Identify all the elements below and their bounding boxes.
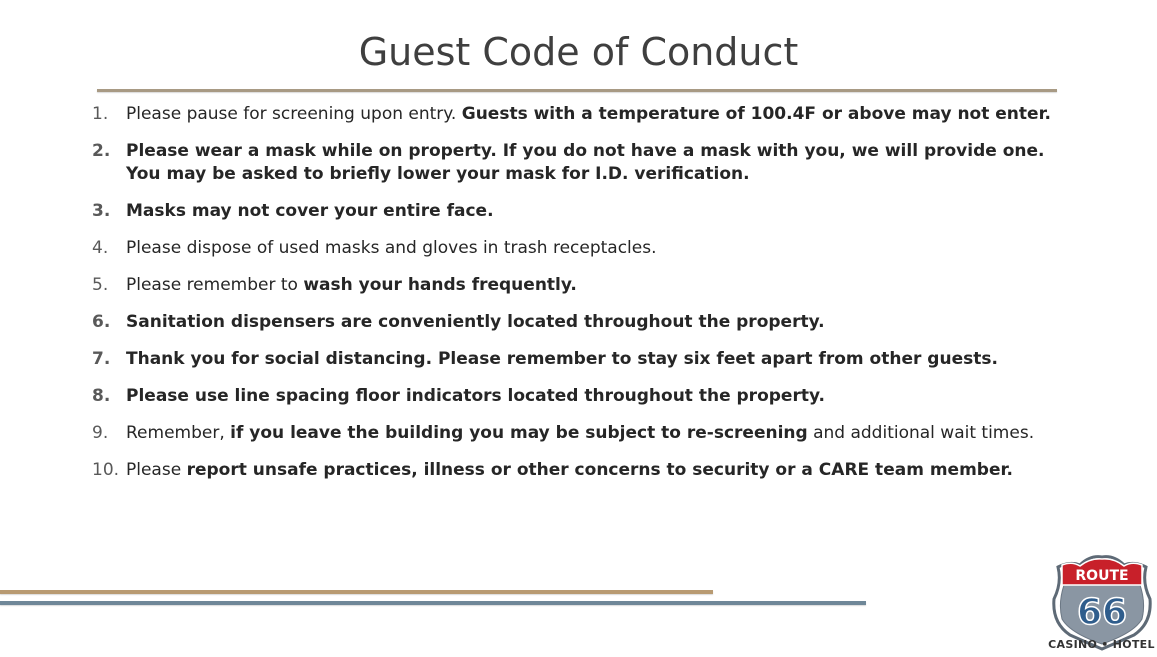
item-text: Please remember to	[126, 275, 304, 295]
item-number: 5.	[92, 275, 109, 295]
conduct-item-5	[92, 274, 1052, 297]
conduct-item-8	[92, 385, 1052, 408]
item-text: Sanitation dispensers are conveniently located throughout the property.	[126, 312, 825, 332]
item-text: Please dispose of used masks and gloves in trash receptacles.	[126, 238, 657, 258]
conduct-item-6	[92, 311, 1052, 334]
footer-rule-tan	[0, 590, 713, 594]
logo-route-text: ROUTE	[1075, 568, 1129, 584]
conduct-item-4	[92, 237, 1052, 260]
item-text: Please pause for screening upon entry.	[126, 104, 462, 124]
item-text: Please use line spacing floor indicators located throughout the property.	[126, 386, 825, 406]
item-number: 2.	[92, 141, 111, 161]
footer-rule-blue	[0, 601, 866, 605]
item-text: if you leave the building you may be subject to re-screening	[230, 423, 808, 443]
item-number: 6.	[92, 312, 111, 332]
conduct-item-3	[92, 200, 1052, 223]
item-text: Please	[126, 460, 187, 480]
route-66-logo	[1050, 553, 1154, 651]
item-number: 10.	[92, 460, 120, 480]
logo-number-text: 66	[1076, 592, 1128, 633]
logo-caption: CASINO • HOTEL	[1048, 638, 1155, 651]
conduct-item-9	[92, 422, 1052, 445]
item-text: wash your hands frequently.	[303, 275, 577, 295]
item-text: and additional wait times.	[807, 423, 1035, 443]
item-number: 4.	[92, 238, 109, 258]
conduct-item-7	[92, 348, 1052, 371]
item-text: report unsafe practices, illness or other concerns to security or a CARE team member.	[186, 460, 1013, 480]
item-number: 8.	[92, 386, 111, 406]
item-text: Thank you for social distancing. Please remember to stay six feet apart from other guests.	[126, 349, 998, 369]
conduct-item-1	[92, 103, 1052, 126]
item-number: 3.	[92, 201, 111, 221]
item-number: 9.	[92, 423, 109, 443]
conduct-item-2	[92, 140, 1052, 186]
conduct-list	[92, 103, 1052, 496]
item-number: 1.	[92, 104, 109, 124]
page-title: Guest Code of Conduct	[358, 30, 799, 74]
title-divider	[97, 89, 1057, 92]
item-text: Remember,	[126, 423, 231, 443]
item-text: Guests with a temperature of 100.4F or above may not enter.	[461, 104, 1051, 124]
conduct-item-10	[92, 459, 1052, 482]
item-number: 7.	[92, 349, 111, 369]
item-text: Masks may not cover your entire face.	[126, 201, 494, 221]
item-text: Please wear a mask while on property. If you do not have a mask with you, we will provide one. You may be asked to briefly lower your mask for I.D. verification.	[126, 141, 1045, 184]
